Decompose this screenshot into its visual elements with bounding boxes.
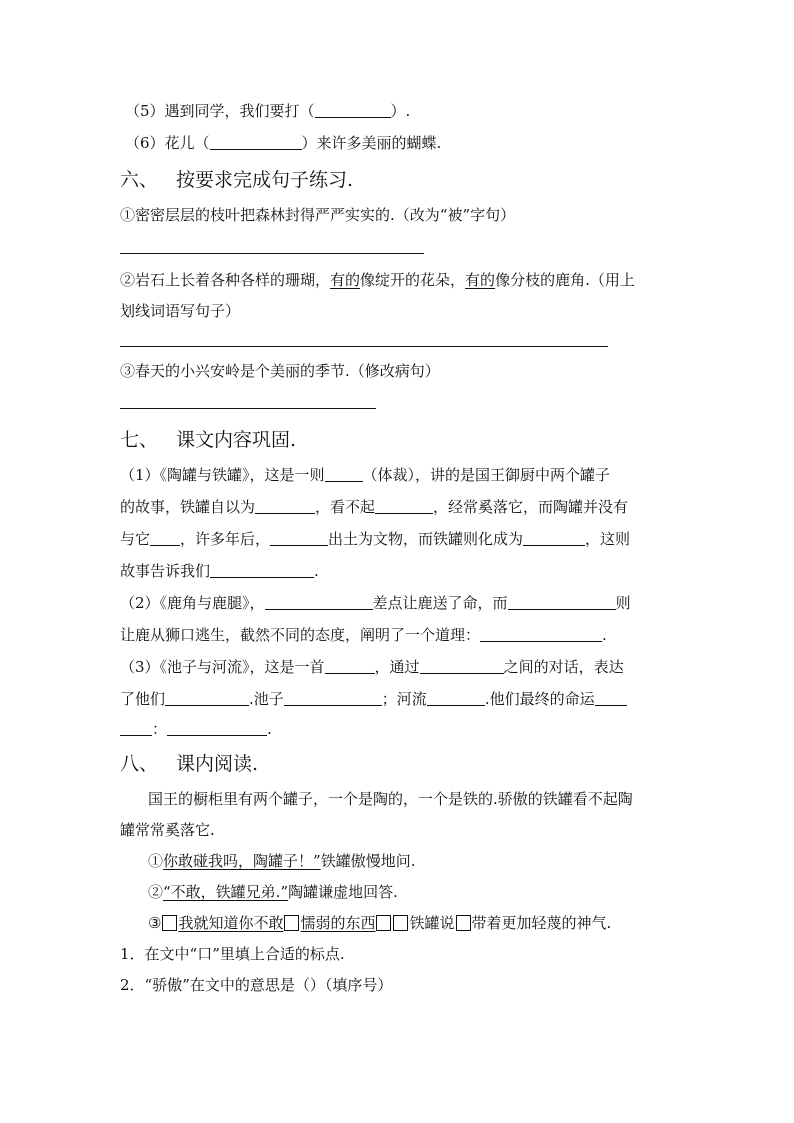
answer-blank[interactable]	[284, 690, 382, 706]
reading-question-1: 1．在文中“口”里填上合适的标点.	[120, 945, 345, 963]
box-glyph: 口	[197, 945, 213, 963]
section-title: 课内阅读.	[176, 753, 259, 775]
review-3-line-3: ： .	[120, 719, 272, 739]
review-1-line-4: 故事告诉我们 .	[120, 562, 319, 580]
punctuation-box[interactable]	[376, 915, 391, 931]
underlined-quote: 懦弱的东西	[300, 914, 376, 932]
dialogue-1: ①你敢碰我吗，陶罐子！”铁罐傲慢地问.	[148, 852, 416, 870]
underlined-quote: 你敢碰我吗，陶罐子！”	[163, 852, 321, 870]
answer-line[interactable]	[120, 408, 376, 409]
answer-blank[interactable]	[375, 498, 433, 514]
section-title: 按要求完成句子练习.	[176, 169, 354, 191]
sentence-task-3: ③春天的小兴安岭是个美丽的季节.（修改病句）	[120, 362, 440, 380]
punctuation-box[interactable]	[393, 915, 408, 931]
answer-blank[interactable]	[165, 690, 249, 706]
review-2-line-2: 让鹿从狮口逃生，截然不同的态度，阐明了一个道理： .	[120, 626, 607, 644]
section-title: 课文内容巩固.	[176, 429, 297, 451]
dialogue-3: ③ 我就知道你不敢 懦弱的东西 铁罐说 带着更加轻蔑的神气.	[148, 914, 612, 932]
answer-blank[interactable]	[508, 594, 616, 610]
answer-line[interactable]	[120, 346, 608, 347]
answer-blank[interactable]	[270, 530, 328, 546]
answer-blank[interactable]	[315, 102, 391, 118]
answer-blank[interactable]	[420, 658, 504, 674]
answer-blank[interactable]	[427, 690, 485, 706]
sentence-task-2: ②岩石上长着各种各样的珊瑚，有的像绽开的花朵，有的像分枝的鹿角.（用上	[120, 271, 635, 289]
answer-blank[interactable]	[325, 658, 375, 674]
answer-blank[interactable]	[120, 720, 152, 736]
section-8-heading	[120, 752, 258, 776]
reading-paragraph-line-2: 罐常常奚落它.	[120, 821, 215, 839]
answer-blank[interactable]	[210, 562, 314, 578]
answer-blank[interactable]	[265, 594, 373, 610]
answer-blank[interactable]	[523, 530, 585, 546]
question-5: （5）遇到同学，我们要打（ ）.	[125, 102, 411, 120]
review-3-line-1: （3）《池子与河流》，这是一首 ，通过 之间的对话，表达	[120, 658, 624, 676]
answer-blank[interactable]	[325, 466, 363, 482]
underlined-quote: 我就知道你不敢	[178, 914, 284, 932]
sentence-task-1: ①密密层层的枝叶把森林封得严严实实的.（改为“被”字句）	[120, 206, 516, 224]
punctuation-box[interactable]	[162, 915, 177, 931]
underlined-quote: “不敢，铁罐兄弟.”	[163, 883, 289, 901]
section-7-heading	[120, 428, 296, 452]
underlined-word: 有的	[330, 271, 361, 289]
section-6-heading	[120, 168, 353, 192]
question-6: （6）花儿（ ）来许多美丽的蝴蝶.	[125, 134, 442, 152]
answer-blank[interactable]	[210, 134, 302, 150]
sentence-task-2-cont: 划线词语写句子）	[120, 302, 241, 320]
punctuation-box[interactable]	[284, 915, 299, 931]
section-number: 七、	[120, 429, 159, 451]
review-1-line-2: 的故事，铁罐自以为 ，看不起 ，经常奚落它，而陶罐并没有	[120, 498, 629, 516]
review-3-line-2: 了他们 .池子 ；河流 .他们最终的命运	[120, 689, 627, 709]
reading-question-2: 2．“骄傲”在文中的意思是（）（填序号）	[120, 976, 393, 994]
dialogue-2: ②“不敢，铁罐兄弟.”陶罐谦虚地回答.	[148, 883, 398, 901]
answer-blank[interactable]	[150, 530, 180, 546]
answer-blank[interactable]	[255, 498, 315, 514]
answer-blank[interactable]	[595, 690, 627, 706]
answer-line[interactable]	[120, 253, 424, 254]
review-1-line-3: 与它 ，许多年后， 出土为文物，而铁罐则化成为 ，这则	[120, 530, 631, 548]
review-2-line-1: （2）《鹿角与鹿腿》， 差点让鹿送了命，而 则	[120, 594, 631, 612]
review-1-line-1: （1）《陶罐与铁罐》，这是一则 （体裁），讲的是国王御厨中两个罐子	[120, 466, 611, 484]
punctuation-box[interactable]	[456, 915, 471, 931]
answer-blank[interactable]	[480, 626, 602, 642]
answer-blank[interactable]	[167, 720, 267, 736]
section-number: 六、	[120, 169, 159, 191]
underlined-word: 有的	[465, 271, 496, 289]
reading-paragraph-line-1: 国王的橱柜里有两个罐子，一个是陶的，一个是铁的.骄傲的铁罐看不起陶	[148, 790, 633, 808]
section-number: 八、	[120, 753, 159, 775]
